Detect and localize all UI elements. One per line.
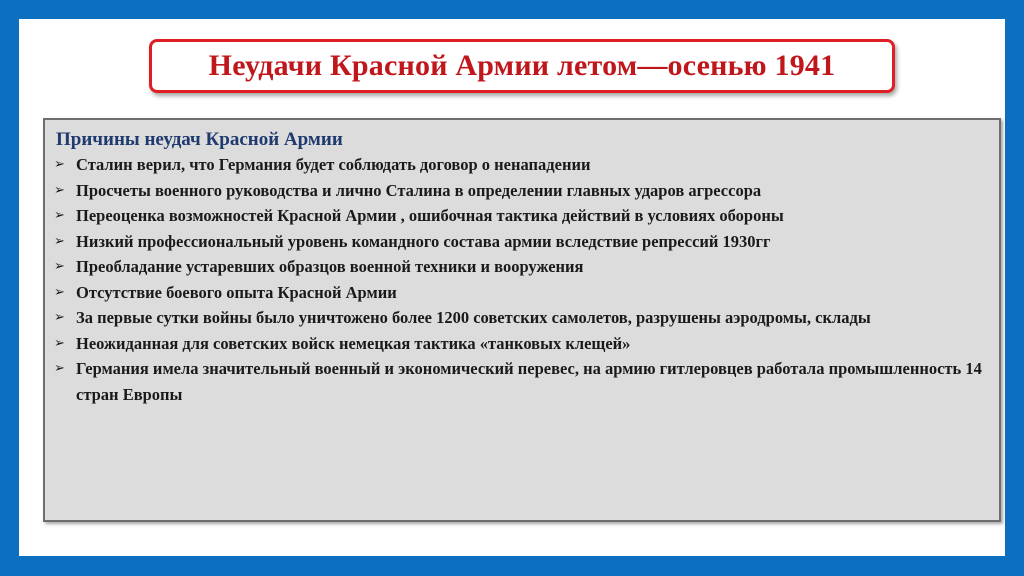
slide-title: Неудачи Красной Армии летом—осенью 1941 bbox=[208, 49, 836, 82]
arrow-bullet-icon: ➢ bbox=[54, 259, 65, 274]
list-item bbox=[54, 331, 989, 357]
arrow-bullet-icon: ➢ bbox=[54, 284, 65, 300]
list-item-text: Сталин верил, что Германия будет соблюдать договор о ненападении bbox=[76, 155, 591, 174]
arrow-bullet-icon: ➢ bbox=[54, 208, 65, 223]
reasons-list bbox=[54, 152, 989, 407]
arrow-bullet-icon: ➢ bbox=[54, 233, 65, 249]
reasons-panel bbox=[43, 118, 1001, 522]
slide bbox=[19, 19, 1005, 556]
list-item bbox=[54, 280, 989, 306]
list-item-text: Неожиданная для советских войск немецкая тактика «танковых клещей» bbox=[76, 333, 631, 353]
list-item-text: Просчеты военного руководства и лично Сталина в определении главных ударов агрессора bbox=[76, 180, 762, 200]
list-item-text: Отсутствие боевого опыта Красной Армии bbox=[76, 282, 397, 302]
list-item-text: Переоценка возможностей Красной Армии , ошибочная тактика действий в условиях обороны bbox=[76, 206, 784, 225]
list-item-text: Германия имела значительный военный и экономический перевес, на армию гитлеровцев работала промышленность 14 стран Европы bbox=[76, 359, 982, 404]
list-item bbox=[54, 305, 989, 331]
arrow-bullet-icon: ➢ bbox=[54, 182, 65, 198]
list-item bbox=[54, 229, 989, 255]
list-item-text: Низкий профессиональный уровень командного состава армии вследствие репрессий 1930гг bbox=[76, 231, 771, 251]
list-item bbox=[54, 178, 989, 204]
arrow-bullet-icon: ➢ bbox=[54, 310, 65, 325]
list-item bbox=[54, 254, 989, 280]
title-box bbox=[149, 39, 895, 93]
panel-heading: Причины неудач Красной Армии bbox=[56, 129, 343, 150]
list-item bbox=[54, 152, 989, 178]
arrow-bullet-icon: ➢ bbox=[54, 157, 65, 172]
list-item-text: За первые сутки войны было уничтожено более 1200 советских самолетов, разрушены аэродромы, склады bbox=[76, 308, 871, 327]
list-item-text: Преобладание устаревших образцов военной техники и вооружения bbox=[76, 257, 584, 276]
list-item bbox=[54, 203, 989, 229]
list-item bbox=[54, 356, 989, 407]
arrow-bullet-icon: ➢ bbox=[54, 335, 65, 351]
arrow-bullet-icon: ➢ bbox=[54, 361, 65, 376]
